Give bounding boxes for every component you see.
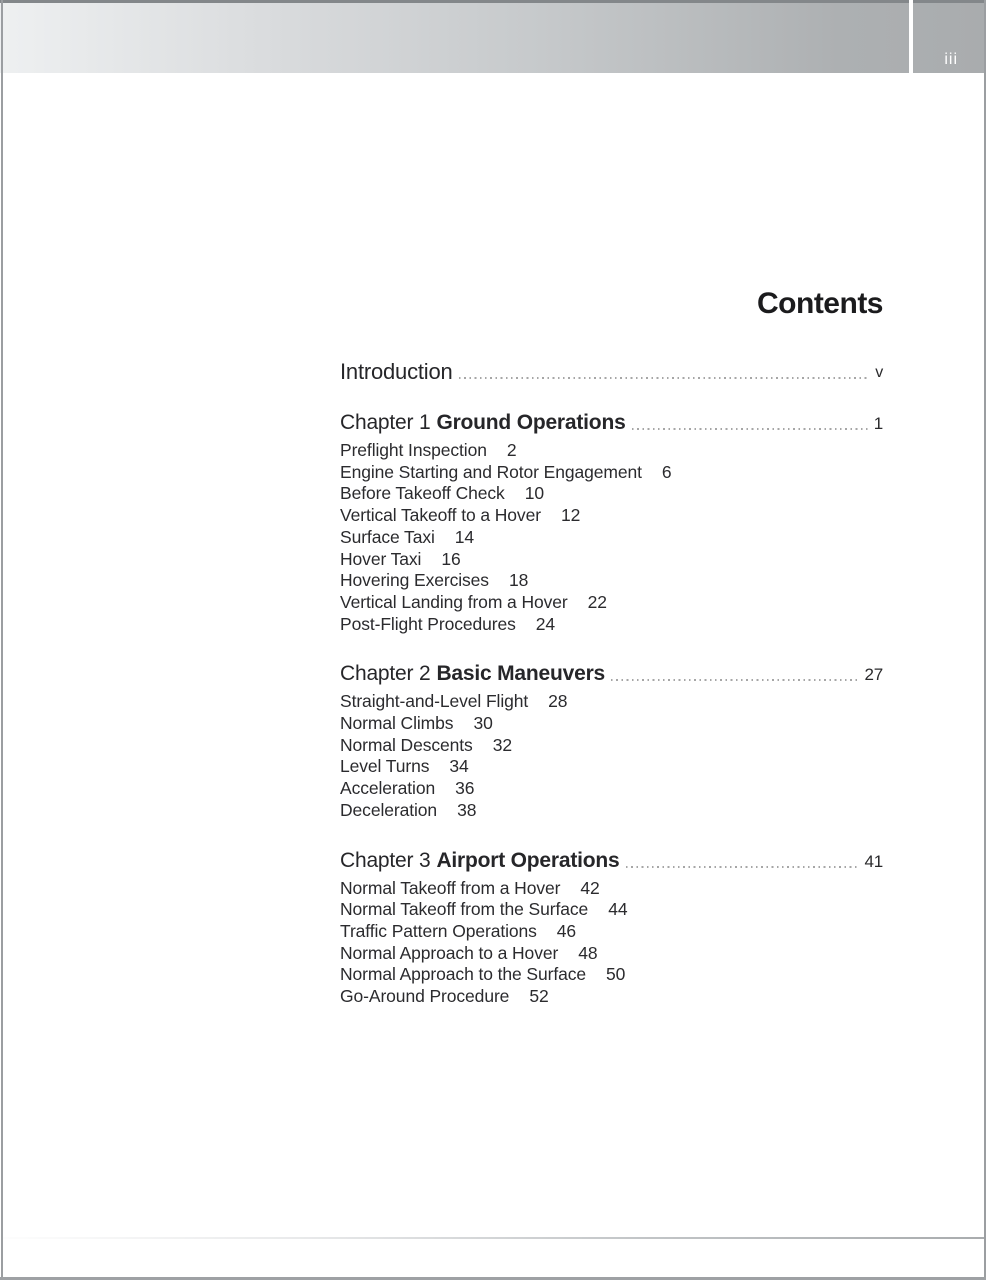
toc-entry [340, 505, 883, 527]
toc-entry-page: 10 [524, 483, 544, 504]
toc-entry-page: 24 [535, 613, 556, 634]
dotted-leader [632, 428, 868, 430]
toc-entry [340, 691, 883, 713]
toc-entry-label: Acceleration [340, 778, 436, 799]
chapter-section-2 [340, 661, 883, 821]
dotted-leader [611, 679, 858, 681]
toc-entry-page: 50 [606, 964, 626, 985]
footer-rule [3, 1237, 984, 1239]
toc-entry-page: 32 [492, 734, 512, 755]
chapter-prefix: Chapter 1 [340, 411, 431, 434]
header-white-divider [909, 0, 913, 73]
toc-entry [340, 614, 883, 636]
toc-entry-page: 28 [548, 691, 568, 712]
toc-entry-label: Normal Climbs [340, 713, 454, 734]
toc-entry-page: 30 [473, 713, 493, 734]
toc-entry [340, 527, 883, 549]
chapter-heading [340, 410, 883, 435]
toc-entry-label: Normal Takeoff from a Hover [340, 877, 561, 898]
chapter-page: 41 [864, 851, 883, 871]
toc-entry [340, 713, 883, 735]
toc-entry-label: Normal Takeoff from the Surface [340, 899, 589, 920]
toc-entry-page: 22 [587, 591, 607, 612]
toc-entry-label: Deceleration [340, 799, 438, 820]
toc-entry [340, 921, 883, 943]
toc-entry [340, 735, 883, 757]
toc-entry-page: 42 [580, 877, 600, 898]
toc-entry [340, 549, 883, 571]
chapter-heading [340, 661, 883, 686]
toc-entry-page: 48 [578, 942, 598, 963]
toc-entry [340, 756, 883, 778]
toc-entry-label: Level Turns [340, 756, 430, 777]
dotted-leader [459, 377, 870, 379]
toc-entry [340, 943, 883, 965]
chapter-item-list [340, 878, 883, 1008]
chapter-item-list [340, 691, 883, 821]
toc-entry-label: Vertical Landing from a Hover [340, 591, 568, 612]
toc-entry-page: 14 [454, 526, 475, 547]
toc-entry-label: Go-Around Procedure [340, 986, 510, 1007]
chapter-prefix: Chapter 2 [340, 662, 431, 686]
dotted-leader [626, 866, 859, 868]
page-number: iii [944, 51, 958, 68]
chapter-page: 1 [873, 414, 883, 433]
toc-entry-label: Hovering Exercises [340, 570, 489, 591]
toc-entry-label: Hover Taxi [340, 548, 422, 569]
page-left-rule [1, 0, 3, 1280]
toc-entry-label: Vertical Takeoff to a Hover [340, 505, 541, 526]
toc-entry-page: 18 [508, 570, 529, 591]
introduction-label: Introduction [340, 359, 453, 384]
chapter-title: Ground Operations [436, 411, 626, 434]
chapter-title: Airport Operations [436, 848, 620, 872]
chapter-title: Basic Maneuvers [436, 662, 606, 686]
toc-entry-label: Before Takeoff Check [340, 483, 505, 504]
toc-entry-label: Preflight Inspection [340, 440, 487, 460]
chapter-prefix: Chapter 3 [340, 848, 431, 872]
toc-entry [340, 964, 883, 986]
toc-entry-label: Normal Approach to a Hover [340, 942, 559, 963]
toc-entry-label: Straight-and-Level Flight [340, 691, 529, 712]
toc-entry-label: Post-Flight Procedures [340, 613, 516, 634]
toc-entry-page: 38 [457, 799, 477, 820]
introduction-page: v [875, 364, 883, 381]
chapter-heading [340, 848, 883, 873]
toc-entry-label: Normal Descents [340, 734, 473, 755]
toc-entry [340, 440, 883, 462]
toc-entry [340, 592, 883, 614]
toc-entry [340, 986, 883, 1008]
toc-entry-page: 46 [556, 920, 577, 941]
toc-entry [340, 570, 883, 592]
toc-entry-page: 6 [661, 461, 672, 482]
toc-entry-page: 34 [449, 756, 469, 777]
header-band [0, 0, 986, 73]
toc-entry-page: 52 [529, 986, 549, 1007]
chapter-section-3 [340, 848, 883, 1008]
toc-entry-page: 16 [441, 548, 461, 569]
toc-entry-label: Engine Starting and Rotor Engagement [340, 461, 642, 482]
toc-entry-page: 36 [455, 778, 475, 799]
toc-entry [340, 483, 883, 505]
toc-introduction-row [340, 359, 883, 384]
toc-entry-page: 44 [608, 899, 628, 920]
toc-entry [340, 462, 883, 484]
chapter-section-1 [340, 410, 883, 635]
toc-entry [340, 878, 883, 900]
table-of-contents [340, 287, 883, 1008]
toc-entry [340, 800, 883, 822]
toc-entry-page: 12 [560, 505, 581, 526]
chapter-item-list [340, 440, 883, 635]
toc-entry-label: Normal Approach to the Surface [340, 964, 587, 985]
toc-entry-label: Traffic Pattern Operations [340, 920, 537, 941]
header-top-rule [0, 0, 986, 3]
chapter-page: 27 [864, 665, 883, 685]
toc-entry [340, 899, 883, 921]
toc-entry [340, 778, 883, 800]
toc-entry-label: Surface Taxi [340, 526, 435, 547]
contents-title: Contents [757, 287, 883, 320]
toc-entry-page: 2 [506, 440, 517, 460]
